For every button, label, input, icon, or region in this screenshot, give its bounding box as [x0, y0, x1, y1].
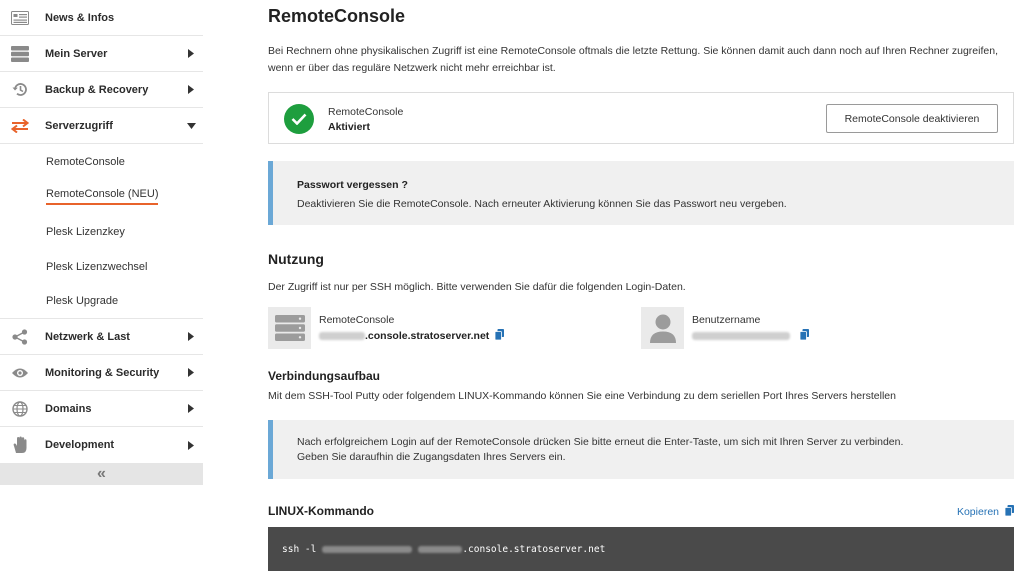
- eye-icon: [0, 355, 40, 391]
- hand-icon: [0, 427, 40, 463]
- double-chevron-left-icon: «: [97, 465, 106, 482]
- password-info-box: [268, 161, 1014, 225]
- redacted-text: [322, 546, 412, 553]
- copy-link-label: Kopieren: [956, 506, 999, 518]
- sidebar-subitem-label: Plesk Lizenzkey: [46, 225, 125, 238]
- copy-icon[interactable]: [495, 329, 504, 343]
- sidebar-subitem-label: RemoteConsole: [46, 155, 125, 168]
- redacted-text: [319, 332, 365, 340]
- share-icon: [0, 319, 40, 355]
- chevron-right-icon: [179, 404, 203, 413]
- chevron-right-icon: [179, 332, 203, 341]
- status-value: Aktiviert: [328, 121, 371, 133]
- sidebar-item-label: Monitoring & Security: [45, 366, 160, 379]
- copy-icon: [1005, 505, 1014, 519]
- sidebar-subitem-plesk-lizenzwechsel[interactable]: [0, 249, 203, 284]
- sidebar-subitem-plesk-upgrade[interactable]: [0, 284, 203, 319]
- redacted-text: [418, 546, 462, 553]
- host-credential: [268, 307, 504, 349]
- sidebar-subitem-remoteconsole-neu[interactable]: [0, 179, 203, 214]
- username-credential: [641, 307, 809, 349]
- user-avatar-icon: [641, 307, 684, 349]
- sidebar: [0, 0, 203, 581]
- intro-line: Bei Rechnern ohne physikalischen Zugriff ist eine RemoteConsole oftmals die letzte Rettung. Sie können damit auch dann noch auf Ihren Rechner zugreifen,: [268, 45, 998, 57]
- sidebar-item-label: Backup & Recovery: [45, 83, 149, 96]
- sidebar-item-development[interactable]: [0, 427, 203, 463]
- username-label: Benutzername: [692, 314, 761, 326]
- chevron-right-icon: [179, 85, 203, 94]
- sidebar-item-mein-server[interactable]: [0, 36, 203, 72]
- login-info-box: [268, 420, 1014, 479]
- status-card: [268, 92, 1014, 144]
- sidebar-subitem-label: Plesk Upgrade: [46, 295, 119, 307]
- sidebar-item-label: Domains: [45, 402, 92, 415]
- globe-icon: [0, 391, 40, 427]
- info-line: Nach erfolgreichem Login auf der RemoteConsole drücken Sie bitte erneut die Enter-Taste, um sich mit Ihren Server zu verbinden.: [297, 436, 904, 448]
- info-text: Deaktivieren Sie die RemoteConsole. Nach erneuter Aktivierung können Sie das Passwort neu vergeben.: [297, 198, 787, 210]
- check-icon: [284, 104, 314, 134]
- sidebar-item-label: Mein Server: [45, 47, 108, 60]
- chevron-right-icon: [179, 49, 203, 58]
- command-prefix: ssh -l: [282, 543, 317, 555]
- sidebar-subitem-label: Plesk Lizenzwechsel: [46, 260, 148, 273]
- command-suffix: .console.stratoserver.net: [462, 543, 606, 555]
- info-title: Passwort vergessen ?: [297, 179, 408, 191]
- usage-text: Der Zugriff ist nur per SSH möglich. Bitte verwenden Sie dafür die folgenden Login-Daten.: [268, 281, 686, 293]
- chevron-right-icon: [179, 368, 203, 377]
- copy-command-link[interactable]: [957, 505, 1014, 519]
- status-name: RemoteConsole: [328, 106, 404, 118]
- info-line: Geben Sie daraufhin die Zugangsdaten Ihres Servers ein.: [297, 451, 566, 463]
- server-icon: [268, 307, 311, 349]
- linux-command-terminal[interactable]: [268, 527, 1014, 571]
- chevron-right-icon: [179, 441, 203, 450]
- sidebar-subitem-plesk-lizenzkey[interactable]: [0, 214, 203, 249]
- deactivate-remoteconsole-button[interactable]: RemoteConsole deaktivieren: [826, 104, 998, 133]
- sidebar-collapse-button[interactable]: [0, 463, 203, 485]
- linux-command-heading: LINUX-Kommando: [268, 504, 374, 518]
- sidebar-subitem-remoteconsole[interactable]: [0, 144, 203, 179]
- page-title: RemoteConsole: [268, 6, 406, 26]
- sidebar-item-label: Serverzugriff: [45, 119, 113, 132]
- redacted-text: [692, 332, 790, 340]
- transfer-icon: [0, 108, 40, 144]
- news-icon: [0, 0, 40, 36]
- sidebar-item-label: News & Infos: [45, 11, 115, 24]
- connection-text: Mit dem SSH-Tool Putty oder folgendem LINUX-Kommando können Sie eine Verbindung zu dem seriellen Port Ihres Servers herstellen: [268, 390, 896, 402]
- server-icon: [0, 36, 40, 72]
- sidebar-item-label: Netzwerk & Last: [45, 330, 130, 343]
- sidebar-item-label: Development: [45, 439, 115, 451]
- host-value: [319, 329, 504, 343]
- host-label: RemoteConsole: [319, 314, 395, 326]
- chevron-down-icon: [179, 123, 203, 129]
- intro-line: wenn er über das reguläre Netzwerk nicht mehr erreichbar ist.: [268, 62, 556, 74]
- sidebar-item-domains[interactable]: [0, 391, 203, 427]
- host-suffix: .console.stratoserver.net: [365, 330, 490, 342]
- copy-icon[interactable]: [800, 329, 809, 343]
- sidebar-item-netzwerk[interactable]: [0, 319, 203, 355]
- intro-text: [268, 43, 1014, 77]
- connection-heading: Verbindungsaufbau: [268, 369, 381, 383]
- history-icon: [0, 72, 40, 108]
- sidebar-item-backup[interactable]: [0, 72, 203, 108]
- sidebar-subitem-label: RemoteConsole (NEU): [46, 188, 158, 205]
- sidebar-item-monitoring[interactable]: [0, 355, 203, 391]
- username-value: [692, 329, 809, 343]
- sidebar-item-serverzugriff[interactable]: [0, 108, 203, 144]
- usage-heading: Nutzung: [268, 251, 324, 267]
- sidebar-item-news[interactable]: [0, 0, 203, 36]
